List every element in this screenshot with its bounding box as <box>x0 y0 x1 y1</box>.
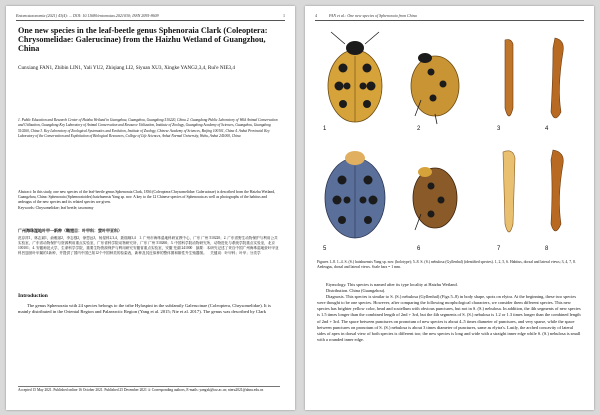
figure-label-6: 6 <box>417 246 421 252</box>
paper-title: One new species in the leaf-beetle genus Sphenoraia Clark (Coleoptera: Chrysomelidae: Galerucinae) from the Haizhu Wetland of Guangzhou, China <box>18 26 268 54</box>
figure-label-1: 1 <box>323 126 327 132</box>
aedeagus-lateral-1 <box>551 38 563 118</box>
beetle-dorsal-yellow <box>328 32 382 122</box>
beetle-dorsal-blue <box>325 151 385 238</box>
chinese-title: 广州海珠湿地叶甲一新种（鞘翅目：叶甲科：萤叶甲亚科） <box>18 228 122 233</box>
right-page <box>305 6 594 410</box>
page-number-left: 1 <box>283 13 285 18</box>
journal-header <box>16 13 285 18</box>
aedeagus-dorsal-2 <box>503 151 515 232</box>
etymology-text: Etymology. This species is named after its type locality at Haizhu Wetland. <box>326 282 458 287</box>
figure-label-7: 7 <box>497 246 501 252</box>
diagnosis-text: Diagnosis. This species is similar to S. (S.) nebulosa (Gyllenhal) (Figs 5–8) in body shape, spots on elytra. At the beginning, these two species were thought to be one species. However, after comparing the following morphological characters, we consider them different species. This new species has brighter yellow color, head and scutellum with obvious punctures, but not in S. (S.) nebulosa. In addition, the 4th segments of new species is 1.5 times longer than the combined length of 2nd + 3rd, but the 4th segments of S. (S.) nebulosa is 1.2 or 1.3 times longer than the combined length of 2nd + 3rd. The space between punctures on pronotum of new species is about 4–5 times diameter of punctures, and very sparse, while the space between punctures on pronotum of S. (S.) nebulosa is about 3 times diameter of punctures, same as elytra's. Lastly, the arched concavity of lateral sides of apex in dorsal view of both species is different too; the new species is long and wide with a straight inner edge while S. (S.) nebulosa is small with a rounded inner edge. <box>317 294 581 342</box>
page-number-right: 4 <box>315 13 317 18</box>
distribution-text: Distribution. China (Guangzhou). <box>326 288 386 294</box>
introduction-text: The genus Sphenoraia with 24 species belongs to the tribe Hylaspini in the subfamily Galerucinae (Coleoptera, Chrysomelidae). It is mainly distributed in the Oriental Region and Palaearctic Region (Yang et al. 2015; Nie et al. 2017). The genus was described by Clark <box>18 303 271 315</box>
right-body-text <box>317 282 582 343</box>
beetle-lateral-yellow <box>411 53 459 124</box>
aedeagus-dorsal-1 <box>505 40 513 117</box>
left-page <box>6 6 295 410</box>
chinese-abstract: 范存祥1，林志斌1，俞雅丽2，李志强2，徐思远3，杨星科2,3,4，聂瑞娥3,4 1. 广州市海珠湿地科研宣教中心，广东 广州 510220；2. 广东省野生动物保护与利用公共实验室，广东省动物保护与资源利用重点实验室，广东省科学院动物研究所，广东 广州 510260；3. 中国科学院动物研究所，动物进化与系统学院重点实验室，北京 100101；4. 安徽师范大学，生命科学学院，重要生物资源保护与利用研究安徽省重点实验室，安徽 芜湖 241000 摘要：本研究记述了采自中国广州海珠湿地萤叶甲亚科凹翅萤叶甲属的1新种，并提供了国内中国已知12个中国种类的检索表，新种及其近似种的整体图和雄性外生殖器图。 关键词：叶甲科；叶甲；分类学 <box>18 236 279 255</box>
section-heading-introduction: Introduction <box>18 293 48 299</box>
figure-plate <box>317 28 582 256</box>
keywords-text: Keywords: Chrysomelidae; leaf beetle; taxonomy <box>18 205 94 210</box>
abstract-block <box>18 190 280 211</box>
author-list: Cunxiang FAN1, Zhibin LIN1, Yali YU2, Zhiqiang LI2, Siyuan XU3, Xingke YANG2,3,4, Rui'e NIE3,4 <box>18 65 236 71</box>
figure-caption: Figures 1–8. 1–4. S. (S.) haizhuensis Yang sp. nov. (holotype); 5–8. S. (S.) nebulosa (Gyllenhal) (identified species). 1, 2, 5, 6. Habitus, dorsal and lateral views; 3, 4, 7, 8. Aedeagus, dorsal and lateral views. Scale bars = 1 mm. <box>317 260 576 270</box>
header-divider <box>315 20 584 21</box>
footnote: Accepted 15 May 2021. Published online 16 October 2021. Published 25 December 2021 ① Corresponding authors, E-mails: yangxk@ioz.ac.cn; nieru2021@ahnu.edu.cn <box>18 386 280 393</box>
journal-citation: Entomotaxonomia (2021) 43(4): ... DOI: 10.11680/entomotax.2021030; ISSN 2095-8609 <box>16 13 159 18</box>
figure-label-5: 5 <box>323 246 327 252</box>
figure-label-8: 8 <box>545 246 549 252</box>
figure-label-2: 2 <box>417 126 421 132</box>
beetle-lateral-brown <box>413 167 457 230</box>
abstract-text: Abstract: In this study, one new species of the leaf-beetle genus Sphenoraia Clark, 1836 (Coleoptera:Chrysomelidae: Galerucinae) is described from the Haizhu Wetland, Guangzhou, China: Sphenoraia (Sphenoraioides) haizhuensis Yang sp. nov. A key to the 12 Chinese species of Sphenoraia as well as photographs of the habitus and aedeagus of the new species and its related species are given. <box>18 190 276 205</box>
figure-label-4: 4 <box>545 126 549 132</box>
header-divider <box>16 20 285 21</box>
aedeagus-lateral-2 <box>551 150 563 231</box>
figure-label-3: 3 <box>497 126 501 132</box>
running-head-text: FAN et al.: One new species of Sphenoraia from China <box>329 13 417 18</box>
affiliations: 1. Public Education and Research Center of Haizhu Wetland in Guangzhou, Guangzhou, Guangdong 510220, China 2. Guangdong Public Laboratory of Wild Animal Conservation and Utilization, Guangdong Key Laboratory of Animal Conservation and Resource Utilization, Institute of Zoology, Guangdong Academy of Sciences, Guangzhou, Guangdong 510260, China 3. Key Laboratory of Zoological Systematics and Evolution, Institute of Zoology, Chinese Academy of Sciences, Beijing 100101, China 4. Anhui Provincial Key Laboratory of the Conservation and Exploitation of Biological Resources, College of Life Sciences, Anhui Normal University, Wuhu, Anhui 241000, China <box>18 118 278 139</box>
